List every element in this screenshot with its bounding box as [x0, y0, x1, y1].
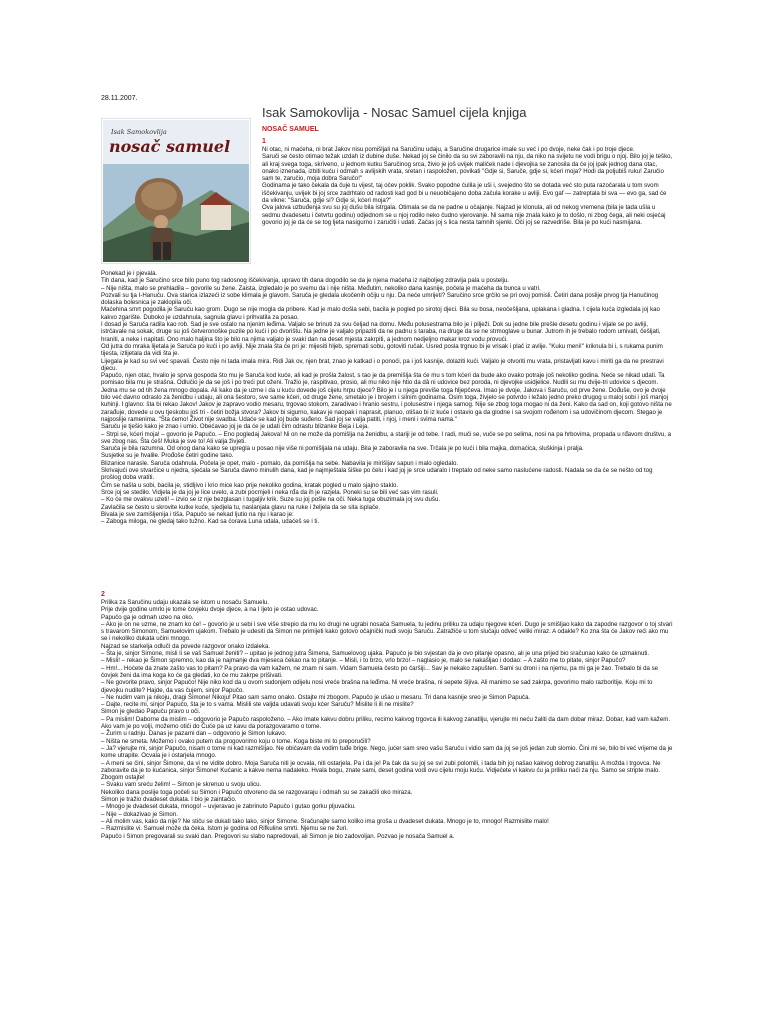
paragraph: – Mnogo je dvadeset dukata, mnogo! – uvjeravao je zabrinuto Papučo i gutao gorku pljuvačku. — [101, 803, 356, 811]
paragraph: Tih dana, kad je Saručino srce bilo puno tog radosnog iščekivanja, upravo tih dana dogodilo se da je njena maćeha iz najboljeg zdravlja pala u postelju. — [101, 277, 509, 285]
paragraph: Čim se našla u sobi, bacila je, stidljivo i krio mice kao prije nekoliko godina, kratak pogled u malo sjajno staklo. — [101, 481, 399, 489]
paragraph: Ni otac, ni maćeha, ni brat Jakov nisu pomišljali na Saručinu udaju, a Saručine drugarice imale su već i po dvoje, neke čak i po troje djece. — [262, 146, 635, 153]
chapter2-column — [101, 591, 674, 840]
paragraph: Prilika za Saručinu udaju ukazala se istom u nosaču Samuelu. — [101, 599, 270, 606]
paragraph: Od jutra do mraka lijetala je Saruča po kući i po avliji. Nije znala šta će pri je: mijesiti hljeb, spremati sobu, gotoviti ručak. Usred posla trgnuo bi je vrisak i plač iz avlije. "Kuku meni!" kriknula bi i, s rukama punim tijesta, izlijetala da vidi šta je. — [101, 342, 663, 358]
paragraph: Papučo ga je odmah uzeo na oko. — [101, 613, 194, 621]
paragraph: Srce joj se stediło. Vidjela je da joj je lice uvelo, a zubi pocmjeli i neka rđa da ih je razjela. Poneki su se bili već sas vim rasuli. — [101, 488, 439, 496]
paragraph: – Ali molim vas, kako da nije? Ne stiču se dukati tako lako, sinjor Simone. Sračunajte samo koliko ima groša u dvadeset dukata. Mnogo je to, mnogo! Razmislite malo! — [101, 817, 549, 825]
paragraph: Simon je tražio dvadeset dukata. I bio je zaintačio. — [101, 796, 237, 804]
page-title: Isak Samokovlija - Nosac Samuel cijela knjiga — [262, 105, 527, 120]
paragraph: – Hm!... Hoćete da znate zašto vas to pitam? Pa pravo da vam kažem, ne znam ni sam. Vidam Samuela često po čaršiji... Sav je nekako zapušten. Sami su droni i na njemu, pa mi ga je žao. Trebalo bi da se čovjek ženi da ima koga ko će ga gledati, ko će mu zakrpe prišivati. — [101, 664, 659, 679]
paragraph: – Nije ništa, malo se prehladila – govorile su žene. Zaista, izgledalo je po svemu da i nije ništa. Međutim, nekoliko dana kasnije, počela je maćeha da bunca u vatri. — [101, 284, 541, 292]
paragraph: – Ništa ne smeta. Možemo i ovako putem da progovorimo koju o tome. Koga biste mi to preporučili? — [101, 737, 371, 745]
chapter1-full-column — [101, 270, 674, 525]
paragraph: – Šta je, sinjor Simone, misli li se vaš Samuel ženiti? – upitao je jednog jutra Šimena, Samuelovog ujaka. Papučo je bio svjestan da je ovo pitanje opasno, ali je una prijed bio sračunao kako će uzmaknuti. — [101, 650, 650, 658]
paragraph: I dosad je Saruča radila kao rob. Sad je sve ostalo na njenim leđima. Valjalo se brinuti za svu čeljad na domu. Među polusestrama bilo je i pilježi. Dok su jedne bile prešle desetu godinu i vijale se po avliji, istrčavale na sokak, druge su još četveronoške puzile po kući i po dvorištu. Na jedne je valjalo pripaziti da ne padnu s taraba, na druge da se ne strmoglave u bunar. Jutrom ih je trebalo rodom umivati, češljati, hraniti, a neke i napitati. Ono malo haljina što je bilo na njima valjalo je svaki dan na deset mjesta zakrpiti, a jednom nedjeljno makar kroz vodu provući. — [101, 321, 661, 343]
cover-title: nosač samuel — [109, 137, 231, 156]
paragraph: Simon je gledao Papuču pravo u oči. — [101, 708, 201, 716]
paragraph: – Dajte, recite mi, sinjor Papučo, šta je to s vama. Mislili ste valjda udavati svoju kćer Saruču? Mislite li ili ne mislite? — [101, 701, 414, 709]
paragraph: Maćehina smrt pogodila je Saruču kao grom. Dugo se nije mogla da pribere. Kad je malo došla sebi, bacila je pogled po sirotoj djeci. Bila su bosa, neočešljana, uplakana i gladna. I cijela kuća izgledala joj kao kakvo zgarište. Duboko je uzdahnula, sagnula glavu i prihvatila za posao. — [101, 306, 660, 321]
chapter-number-1: 1 — [262, 138, 266, 145]
paragraph: – Ne nudim vam ja nikoju, dragi Šimone! Nikoju! Pitao sam samo onako. Ostajte mi zbogom. Papučo je ušao u mesaru. Tri dana kasnije sreo je Simon Papuča. — [101, 693, 531, 701]
paragraph: Lijegala je kad su svi već spavali. Često nije ni tada imala mira. Ridi Jak ov, njen brat, znao je katkad i o ponoći, pa i još kasnije, dolaziti kući. Valjalo je otvoriti mu vrata, pristavljati kavu i miriti ga da ne prestravi djecu. — [101, 357, 664, 372]
paragraph: Skrivajući ove stvarčice u njedra, sjećala se Saruča davno minulih dana, kad je najmještala šiške po čelu i kad joj je srce udaralo i treptalo od neke samo naslućene radosti. Nadala se da će se nešto od tog prošlog doba vratiti. — [101, 467, 653, 482]
paragraph: Bivala je sve zamišljenija i tiša. Papučo se nekad ljutio na nju i karao je: — [101, 510, 294, 518]
paragraph: Blizanice narasle. Saruča odahnula. Počela je opet, malo - pomalo, da pomišlja na sebe. Nabavila je mirišljav sapun i malo ogledalo. — [101, 459, 459, 467]
paragraph: Papučo i Simon pregovarali su svaki dan. Pregovori su slabo napredovali, ali Simon je bio zadovoljan. Pozvao je nosača Samuel a. — [101, 832, 455, 840]
paragraph: – Misli! – rekao je Šimon spremno, kao da je najmanje dva mjeseca čekao na to pitanje. – Misli, i to brzo, vrlo brzo! – naglasio je, malo se nakašljao i dodao: – A zašto me to pitate, sinjor Papučo? — [101, 657, 626, 665]
paragraph: – Žurim u radnju. Danas je pazarni dan – odgovorio je Simon lukavo. — [101, 730, 287, 738]
paragraph: – Svaku vam sreću želim! – Simon je skrenuo u svoju ulicu. — [101, 781, 262, 789]
paragraph: – Nije – dokazivao je Simon. — [101, 810, 178, 818]
paragraph: Ova jalova uzbuđenja svu su joj dušu bila istrgala. Otimala se da ne padne u očajanje. Najzad je klonula, ali od nekog vremena (bila je tada ušla u sedmu dvadesetu i četvrtu godinu) odjednom se u njoj rodilo neko čudno vjerovanje. Ni sama nije znala kako je to došlo, ni zbog čega, ali neki osjećaj govorio joj je da će se tog ljeta nasigurno i zaručiti i udati. Začas joj s lica nesta tamnih sjenki. Oči joj se razvedriše. Bila je po kući nasmijana. — [262, 204, 666, 226]
paragraph: – A meni se čini, sinjor Šimone, da vi ne vidite dobro. Moja Saruča niti je ocvala, niti ostarjela. Pa i da je! Pa čak da su joj se svi zubi polomili, i tada bih joj našao kakvog dobrog zanatliju. A možda i trgovca. Ne zaboravite da je to kućanica, sinjor Šimone! Kućanic a kakve nema nadaleko. Hvala bogu, znate sami, deset godina vodi ovu cijelu moju kuću. Vidjećete vi kakvu ću ja priliku naći za nju. Samo se stripte malo. Zbogom ostajte! — [101, 759, 661, 782]
paragraph: Prije dvije godine umrlo je tome čovjeku dvoje djece, a na I ljeto je ostao udovac. — [101, 606, 319, 614]
paragraph: – Ako je on ne uzme, ne znam ko će! – govorio je u sebi i sve više strepio da mu ko drugi ne ugrabi nosača Samuela, tu jedinu priliku za udaju njegove kćeri. Dugo je smišljao kako da zapodne razgovor o toj stvari s travarom Simonom, Samuelovim ujakom. Trebalo je udesiti da Simon ne primijeti kako gotovo očajnički nudi svoju Saruču. Zatražiće u tom slučaju odveć veliki miraz. A odakle? Ko zna šta će Jakov reći ako mu se i nekoliko dukata učini mnogo. — [101, 620, 673, 643]
book-subtitle: NOSAČ SAMUEL — [262, 126, 319, 133]
paragraph: Godinama je tako čekala da čuje tu vijest, taj očev poklik. Svako popodne ćulila je uši i, svejedno što se dotada već sto puta razočarala u tom svom iščekivanju, uvijek bi joj srce zadrhtalo od radosti kad god bi u neuobičajeno doba začula korake u avliji. Evo gaf — zatreptala bi sva — evo ga, sad će da vikne: "Saruča, gdje si? Gdje si, kćeri moja?" — [262, 182, 667, 205]
paragraph: – Ne govorite pravo, sinjor Papučo! Nije niko kod da u ovom sudonjem odijelu nosi vreće brašna na leđima. Ni vreće brašna, ni sepete šljiva. Ali manimo se sad zakrpa, govorimo malo razboritije. Koju mi to djevojku nudite? Hajde, da vas čujem, sinjor Papučo. — [101, 679, 653, 694]
paragraph: Najzad se starkelja odlučì da povede razgovor onako izdaleka. — [101, 642, 271, 650]
chapter1-right-column — [262, 138, 674, 226]
paragraph: – Razmislite vi. Samuel može da čeka. Istom je godina od Rifkuline smrti. Njemu se ne žuri. — [101, 825, 348, 833]
paragraph: Saruči se često otimao težak uzdah iz dubine duše. Nekad joj se činilo da su svi zaboravili na nju, da niko na svijetu ne vodi brigu o njoj. Bilo joj je teško, ali krај svega toga, skriveno, u jednom kutku Saručinog srca, živio je još uvijek maliček nade i djevojka se zanosila da će joj ipak jednog dana otac, onako iznenada, izbiti kuću i odmah s avlijskih vrata, sretan i raspoložen, povikati "Gdje si, Saruče, gdje si, kćeri moja? Hodi da poljubiš ruku! Zaručio sam te, zaručio, moja dobra Saručo!" — [262, 153, 673, 183]
paragraph: Papučo, njen otac, hvalio je sprva gospoda što mu je Saruča kod kuće, ali kad je prošla žalost, s tao je da premišlja šta će mu s tom kćeri da bude ako ovako potraje još nekoliko godina. Neće se nikad udati. Ta pomisao bila mu je strašna. Odlučio je da se još i po treći put oženi. Tražio je, raspitivao, prosio, ali mu niko nije htio da dâ ni udovice bez poroda, ni djevojke usidjelice. Nudili su mu dvije-tri udovice s djecom. Jedna mu se od tih žena mnogo dopala. Ali kako da je uzme i da u kuću dovede još cijelu hrpu djece? Bilo je i u njega previše toga hljepčeva. Imao je dvoje, Jakova i Saruču, od prve žene. Dođuše, ovo je dvoje bilo već davno odraslo za ženidbu i udaju, ali ona šestoro, sve same kćeri, od druge žene, smetalo je i brojem i silnim godinama. Osim toga, živjelo se potvrdo i ležalo jedno preko drugog u maloj sobi i još manjoj kuhinji. I glavno: šta bi rekao Jakov! Jakov je zapravo vodio mesaru, trgovao stokom, zaradivao i hranio sestru, i polusestre i njega samog. Nije se zbog toga mogao ni da ženi. Kako da sad on, koji gotovo ništa ne zarađuje, dovede u ovu tjeskobu još tri - četiri božja stvora? Jakov bi sigurno, kakav je naopak i naprasit, planuo, otišao bi iz kuće i ostavio ga da glodne i sa svojom rođenom i sa udovičinom djecom. Stegao je najposlije ramenima. "Šta ćemo! Život nije svadba. Udaće se kad joj bude suđeno. Sad joj se valja patiti, i njoj, i meni i svima nama." — [101, 372, 672, 423]
paragraph: – Ko će me ovakvu uzeti! – izvio se iz nje bezglasan i tugaljiv krik. Suze su joj pošle na oči. Neka tuga obuzimala joj svu dušu. — [101, 496, 441, 504]
chapter-number-2: 2 — [101, 591, 105, 598]
paragraph: Susjetke su je hvalile. Prođoše četiri godine tako. — [101, 452, 234, 460]
cover-author: Isak Samokovlija — [111, 128, 167, 136]
paragraph: – Pa mislim! Daborne da mislim – odgovorio je Papučo raspoloženo. – Ako imate kakvu dobru priliku, recimo kakvog trgovca ili kakvog zanatliju, vjerujte mi neću žaliti da dam dobar miraz. Dobar, kad vam kažem. Ako vam je po volji, možemo otići do Čuće pa uz kavu da porazgovaramo o tome. — [101, 715, 671, 731]
paragraph: Saruča je bila razumna. Od onog dana kako se upregla u posao nije više ni pomišljala na udaju. Bila je zaboravila na sve. Trčala je po kući i bila majka, domaćica, sluškinja i pralja. — [101, 445, 584, 453]
paragraph: Zavlačila se često u skrovite kutke kuće, sjedjela tu, naslanjala glavu na ruke i željela da se sita isplače. — [101, 503, 381, 511]
paragraph: Saruču je tješio kako je znao i umio. Obećavao joj je da će je udati čim odrastu blizanke Beja i Leja. — [101, 423, 369, 431]
paragraph: Ponekad je i pjevala. — [101, 270, 158, 277]
paragraph: – Strpi se, kćeri moja! – govorio je Papučo. – Eno pogledaj Jakova! Ni on ne može da pomišlja na ženidbu, a stariji je od tebe. I radi, muči se, vuče se po selima, nosi na pa hrbovima, propada u rđavom društvu, a sve zbog nas. Šta ćeš! Muka je sve to! Ali valja živjeti. — [101, 430, 672, 445]
paragraph: Nekoliko dana poslije toga počeli su Simon i Papučo otvoreno da se razgovaraju i odmah su se zakačili oko miraza. — [101, 788, 413, 796]
cover-image — [101, 118, 251, 264]
paragraph: – Ja? vjerujte mi, sinjor Papučo, nisam o tome ni kad razmišljao. Ne obićavam da vodim tuđe brige. Nego, jućer sam sreo vašu Saruču i vidio sam da joj se još jedan zub slomio. Čini mi se, bilo bi već vrijeme da je kome utrapite. Ocvala je i ostarjela mnogo. — [101, 744, 673, 760]
book-cover — [101, 118, 251, 264]
document-date: 28.11.2007. — [101, 95, 138, 102]
paragraph: – Zaboga miloga, ne gledaj tako tužno. Kad sa ćorava Luna udala, udaćeš se i ti. — [101, 518, 320, 526]
paragraph: Pozvali su tja I-Hanuču. Ova starica izlazeći iz sobe klimala je glavom. Saruča je gledala ukočenih očiju u nju. Da neće umrijeti? Saručino srce grčilo se pri ovoj pomisli. Četiri dana poslije prvog tja Hanučinog dolaska bolesnica je zaklopila oči. — [101, 291, 659, 307]
